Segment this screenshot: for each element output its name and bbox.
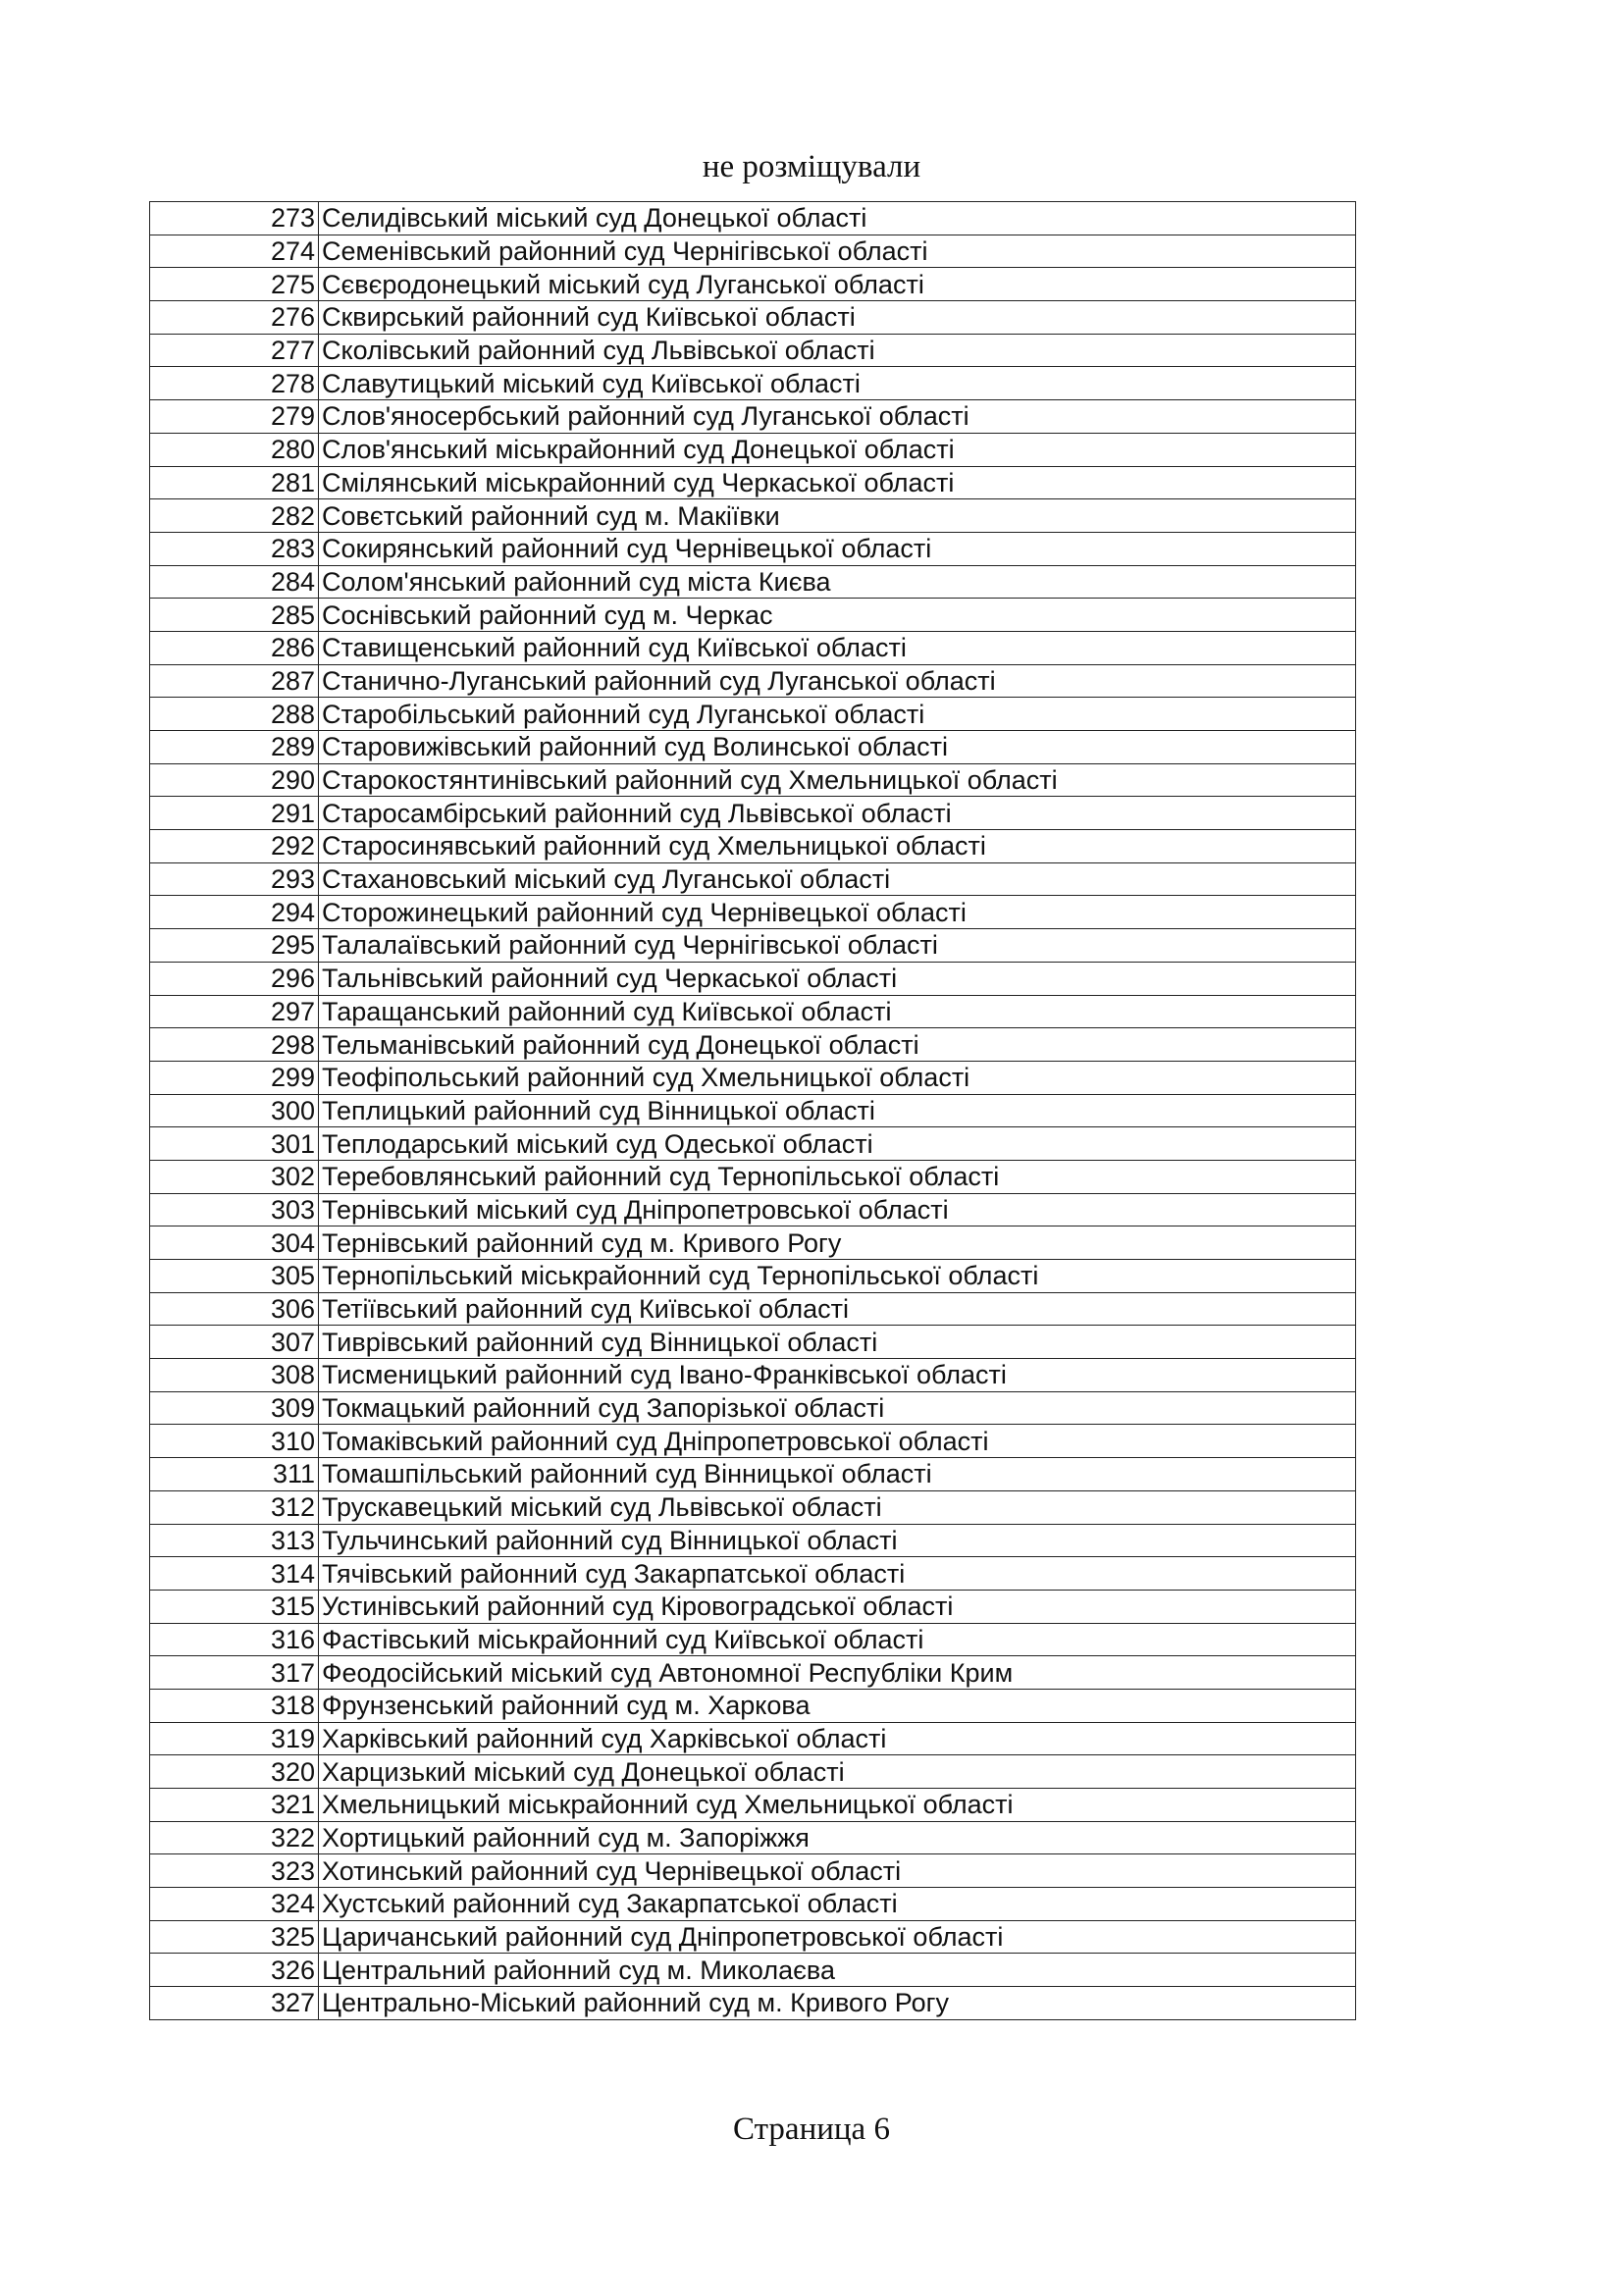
table-row: [150, 797, 1356, 830]
table-row: [150, 1722, 1356, 1755]
row-number-cell: 295: [150, 929, 319, 963]
table-row: [150, 929, 1356, 963]
table-row: [150, 1557, 1356, 1591]
row-number-cell: 310: [150, 1425, 319, 1458]
row-number-cell: 315: [150, 1590, 319, 1623]
table-row: [150, 235, 1356, 268]
row-number-cell: 317: [150, 1656, 319, 1690]
court-name-cell: Томаківський районний суд Дніпропетровської області: [319, 1425, 1356, 1458]
row-number-cell: 274: [150, 235, 319, 268]
row-number-cell: 296: [150, 962, 319, 995]
row-number-cell: 303: [150, 1193, 319, 1226]
table-row: [150, 1028, 1356, 1062]
court-name-cell: Станично-Луганський районний суд Луганської області: [319, 664, 1356, 698]
row-number-cell: 309: [150, 1391, 319, 1425]
row-number-cell: 293: [150, 862, 319, 896]
row-number-cell: 276: [150, 301, 319, 335]
table-row: [150, 499, 1356, 533]
court-name-cell: Стахановський міський суд Луганської області: [319, 862, 1356, 896]
court-name-cell: Тернівський міський суд Дніпропетровської області: [319, 1193, 1356, 1226]
court-name-cell: Тисменицький районний суд Івано-Франківської області: [319, 1359, 1356, 1392]
courts-table-body: [150, 202, 1356, 2020]
court-name-cell: Трускавецький міський суд Львівської області: [319, 1490, 1356, 1524]
row-number-cell: 282: [150, 499, 319, 533]
table-row: [150, 731, 1356, 764]
row-number-cell: 281: [150, 466, 319, 499]
row-number-cell: 277: [150, 334, 319, 367]
table-row: [150, 565, 1356, 599]
table-row: [150, 896, 1356, 929]
court-name-cell: Селидівський міський суд Донецької області: [319, 202, 1356, 235]
table-row: [150, 1854, 1356, 1888]
table-row: [150, 1193, 1356, 1226]
row-number-cell: 313: [150, 1524, 319, 1557]
table-row: [150, 1987, 1356, 2020]
court-name-cell: Семенівський районний суд Чернігівської області: [319, 235, 1356, 268]
court-name-cell: Славутицький міський суд Київської області: [319, 367, 1356, 400]
row-number-cell: 312: [150, 1490, 319, 1524]
court-name-cell: Центрально-Міський районний суд м. Кривого Рогу: [319, 1987, 1356, 2020]
table-row: [150, 664, 1356, 698]
table-row: [150, 1359, 1356, 1392]
row-number-cell: 307: [150, 1326, 319, 1359]
court-name-cell: Харківський районний суд Харківської області: [319, 1722, 1356, 1755]
court-name-cell: Тульчинський районний суд Вінницької області: [319, 1524, 1356, 1557]
row-number-cell: 292: [150, 830, 319, 863]
row-number-cell: 327: [150, 1987, 319, 2020]
table-row: [150, 698, 1356, 731]
row-number-cell: 273: [150, 202, 319, 235]
court-name-cell: Солом'янський районний суд міста Києва: [319, 565, 1356, 599]
table-row: [150, 631, 1356, 664]
row-number-cell: 280: [150, 433, 319, 466]
table-row: [150, 1094, 1356, 1127]
court-name-cell: Тельманівський районний суд Донецької області: [319, 1028, 1356, 1062]
table-row: [150, 1490, 1356, 1524]
row-number-cell: 324: [150, 1888, 319, 1921]
row-number-cell: 319: [150, 1722, 319, 1755]
table-row: [150, 1292, 1356, 1326]
court-name-cell: Слов'янський міськрайонний суд Донецької області: [319, 433, 1356, 466]
row-number-cell: 290: [150, 763, 319, 797]
table-row: [150, 1127, 1356, 1161]
court-name-cell: Старосамбірський районний суд Львівської області: [319, 797, 1356, 830]
court-name-cell: Хмельницький міськрайонний суд Хмельницької області: [319, 1789, 1356, 1822]
court-name-cell: Фастівський міськрайонний суд Київської області: [319, 1623, 1356, 1656]
row-number-cell: 294: [150, 896, 319, 929]
row-number-cell: 286: [150, 631, 319, 664]
row-number-cell: 291: [150, 797, 319, 830]
table-row: [150, 1425, 1356, 1458]
table-row: [150, 1260, 1356, 1293]
row-number-cell: 304: [150, 1226, 319, 1260]
row-number-cell: 302: [150, 1160, 319, 1193]
row-number-cell: 283: [150, 532, 319, 565]
row-number-cell: 323: [150, 1854, 319, 1888]
court-name-cell: Устинівський районний суд Кіровоградської області: [319, 1590, 1356, 1623]
court-name-cell: Хортицький районний суд м. Запоріжжя: [319, 1821, 1356, 1854]
court-name-cell: Сєвєродонецький міський суд Луганської області: [319, 268, 1356, 301]
row-number-cell: 320: [150, 1755, 319, 1789]
court-name-cell: Тиврівський районний суд Вінницької області: [319, 1326, 1356, 1359]
row-number-cell: 285: [150, 599, 319, 632]
court-name-cell: Ставищенський районний суд Київської області: [319, 631, 1356, 664]
court-name-cell: Тетіївський районний суд Київської області: [319, 1292, 1356, 1326]
court-name-cell: Харцизький міський суд Донецької області: [319, 1755, 1356, 1789]
table-row: [150, 1656, 1356, 1690]
table-row: [150, 995, 1356, 1028]
table-row: [150, 1524, 1356, 1557]
table-row: [150, 1920, 1356, 1954]
court-name-cell: Теплодарський міський суд Одеської області: [319, 1127, 1356, 1161]
courts-table: [149, 201, 1356, 2020]
row-number-cell: 279: [150, 400, 319, 434]
row-number-cell: 289: [150, 731, 319, 764]
court-name-cell: Старобільський районний суд Луганської області: [319, 698, 1356, 731]
court-name-cell: Старосинявський районний суд Хмельницької області: [319, 830, 1356, 863]
table-row: [150, 1789, 1356, 1822]
table-row: [150, 862, 1356, 896]
table-row: [150, 1226, 1356, 1260]
table-row: [150, 334, 1356, 367]
row-number-cell: 308: [150, 1359, 319, 1392]
table-row: [150, 763, 1356, 797]
table-row: [150, 1888, 1356, 1921]
court-name-cell: Центральний районний суд м. Миколаєва: [319, 1954, 1356, 1987]
table-row: [150, 1061, 1356, 1094]
row-number-cell: 284: [150, 565, 319, 599]
court-name-cell: Сторожинецький районний суд Чернівецької області: [319, 896, 1356, 929]
table-row: [150, 532, 1356, 565]
row-number-cell: 322: [150, 1821, 319, 1854]
court-name-cell: Тячівський районний суд Закарпатської області: [319, 1557, 1356, 1591]
table-row: [150, 1954, 1356, 1987]
table-row: [150, 1590, 1356, 1623]
court-name-cell: Таращанський районний суд Київської області: [319, 995, 1356, 1028]
row-number-cell: 318: [150, 1689, 319, 1722]
table-row: [150, 367, 1356, 400]
row-number-cell: 316: [150, 1623, 319, 1656]
row-number-cell: 287: [150, 664, 319, 698]
table-row: [150, 202, 1356, 235]
court-name-cell: Слов'яносербський районний суд Луганської області: [319, 400, 1356, 434]
row-number-cell: 300: [150, 1094, 319, 1127]
court-name-cell: Теплицький районний суд Вінницької області: [319, 1094, 1356, 1127]
court-name-cell: Тальнівський районний суд Черкаської області: [319, 962, 1356, 995]
court-name-cell: Томашпільський районний суд Вінницької області: [319, 1458, 1356, 1491]
court-name-cell: Токмацький районний суд Запорізької області: [319, 1391, 1356, 1425]
row-number-cell: 311: [150, 1458, 319, 1491]
row-number-cell: 288: [150, 698, 319, 731]
court-name-cell: Тернівський районний суд м. Кривого Рогу: [319, 1226, 1356, 1260]
table-row: [150, 433, 1356, 466]
table-row: [150, 1755, 1356, 1789]
court-name-cell: Тернопільський міськрайонний суд Тернопільської області: [319, 1260, 1356, 1293]
court-name-cell: Фрунзенський районний суд м. Харкова: [319, 1689, 1356, 1722]
row-number-cell: 321: [150, 1789, 319, 1822]
court-name-cell: Теофіпольський районний суд Хмельницької області: [319, 1061, 1356, 1094]
court-name-cell: Старовижівський районний суд Волинської області: [319, 731, 1356, 764]
table-row: [150, 962, 1356, 995]
row-number-cell: 326: [150, 1954, 319, 1987]
table-row: [150, 1689, 1356, 1722]
court-name-cell: Феодосійський міський суд Автономної Республіки Крим: [319, 1656, 1356, 1690]
court-name-cell: Талалаївський районний суд Чернігівської області: [319, 929, 1356, 963]
court-name-cell: Соснівський районний суд м. Черкас: [319, 599, 1356, 632]
table-row: [150, 400, 1356, 434]
page-number-footer: Страница 6: [733, 2112, 890, 2147]
table-row: [150, 599, 1356, 632]
court-name-cell: Сокирянський районний суд Чернівецької області: [319, 532, 1356, 565]
court-name-cell: Хотинський районний суд Чернівецької області: [319, 1854, 1356, 1888]
court-name-cell: Смілянський міськрайонний суд Черкаської області: [319, 466, 1356, 499]
row-number-cell: 297: [150, 995, 319, 1028]
court-name-cell: Теребовлянський районний суд Тернопільської області: [319, 1160, 1356, 1193]
row-number-cell: 305: [150, 1260, 319, 1293]
table-row: [150, 301, 1356, 335]
table-row: [150, 830, 1356, 863]
table-row: [150, 268, 1356, 301]
row-number-cell: 325: [150, 1920, 319, 1954]
table-row: [150, 1391, 1356, 1425]
row-number-cell: 298: [150, 1028, 319, 1062]
row-number-cell: 301: [150, 1127, 319, 1161]
page-header-note: не розміщували: [702, 149, 921, 184]
court-name-cell: Сквирський районний суд Київської області: [319, 301, 1356, 335]
table-row: [150, 1160, 1356, 1193]
table-row: [150, 1326, 1356, 1359]
table-row: [150, 1458, 1356, 1491]
row-number-cell: 314: [150, 1557, 319, 1591]
row-number-cell: 299: [150, 1061, 319, 1094]
row-number-cell: 278: [150, 367, 319, 400]
court-name-cell: Царичанський районний суд Дніпропетровської області: [319, 1920, 1356, 1954]
court-name-cell: Старокостянтинівський районний суд Хмельницької області: [319, 763, 1356, 797]
court-name-cell: Хустський районний суд Закарпатської області: [319, 1888, 1356, 1921]
table-row: [150, 1821, 1356, 1854]
table-row: [150, 466, 1356, 499]
court-name-cell: Совєтський районний суд м. Макіївки: [319, 499, 1356, 533]
court-name-cell: Сколівський районний суд Львівської області: [319, 334, 1356, 367]
row-number-cell: 306: [150, 1292, 319, 1326]
table-row: [150, 1623, 1356, 1656]
row-number-cell: 275: [150, 268, 319, 301]
